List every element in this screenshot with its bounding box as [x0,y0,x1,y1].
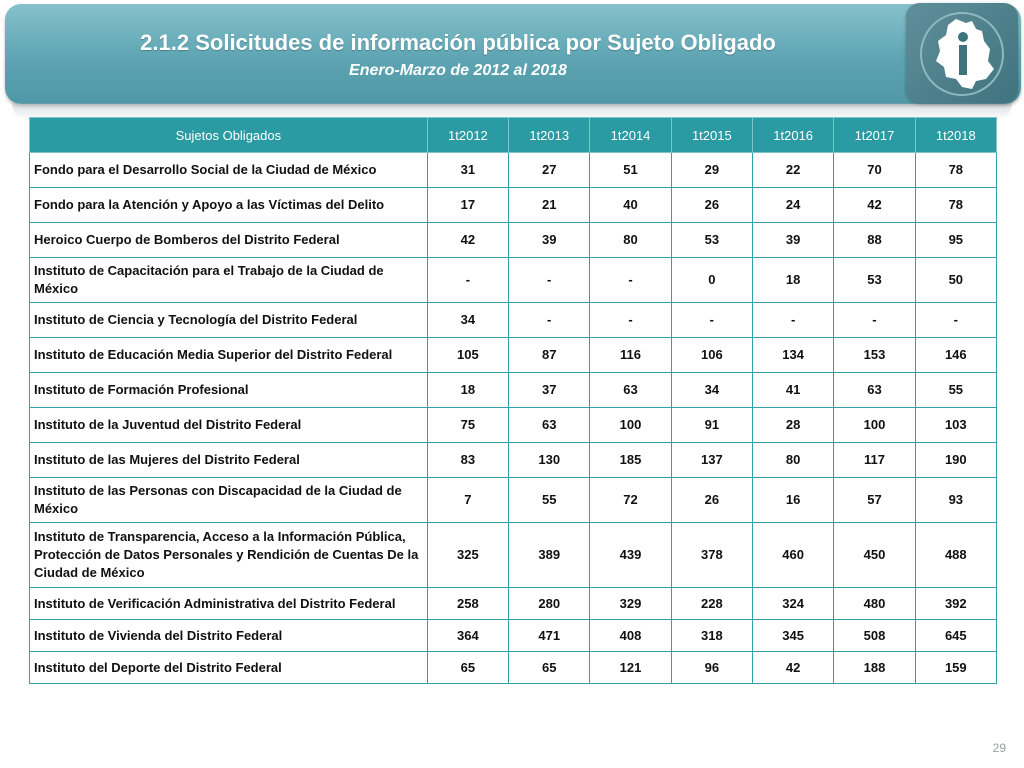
cell-value: 65 [509,652,590,684]
cell-value: 471 [509,620,590,652]
page-subtitle: Enero-Marzo de 2012 al 2018 [349,62,567,79]
cell-value: 34 [671,373,752,408]
cell-value: 65 [427,652,508,684]
column-header-1t2014: 1t2014 [590,118,671,153]
cell-value: 188 [834,652,915,684]
cell-value: 95 [915,223,996,258]
cell-value: 22 [753,153,834,188]
cell-value: 480 [834,588,915,620]
cell-value: 146 [915,338,996,373]
table-row [30,223,997,258]
cell-value: 57 [834,478,915,523]
row-name: Instituto de Capacitación para el Trabajo de la Ciudad de México [30,258,428,303]
cell-value: 117 [834,443,915,478]
cell-value: 55 [509,478,590,523]
cell-value: 80 [753,443,834,478]
table-row [30,373,997,408]
cell-value: 645 [915,620,996,652]
cell-value: 7 [427,478,508,523]
table-row [30,523,997,588]
cell-value: 42 [753,652,834,684]
cell-value: 185 [590,443,671,478]
row-name: Instituto de la Juventud del Distrito Federal [30,408,428,443]
cell-value: 21 [509,188,590,223]
cell-value: 137 [671,443,752,478]
table-row [30,338,997,373]
row-name: Instituto de Verificación Administrativa del Distrito Federal [30,588,428,620]
cell-value: 63 [590,373,671,408]
cell-value: 439 [590,523,671,588]
cell-value: - [834,303,915,338]
cell-value: 51 [590,153,671,188]
cell-value: 450 [834,523,915,588]
cell-value: 42 [834,188,915,223]
page-number: 29 [992,741,1006,755]
cell-value: - [509,303,590,338]
cell-value: 53 [834,258,915,303]
cell-value: 408 [590,620,671,652]
column-header-1t2017: 1t2017 [834,118,915,153]
cell-value: 325 [427,523,508,588]
cell-value: 53 [671,223,752,258]
cell-value: 392 [915,588,996,620]
cell-value: 100 [834,408,915,443]
cell-value: 190 [915,443,996,478]
cell-value: 116 [590,338,671,373]
column-header-1t2015: 1t2015 [671,118,752,153]
cell-value: 78 [915,188,996,223]
cell-value: 91 [671,408,752,443]
cell-value: 63 [834,373,915,408]
table-row [30,620,997,652]
table-row [30,443,997,478]
cell-value: 78 [915,153,996,188]
cell-value: 318 [671,620,752,652]
column-header-1t2013: 1t2013 [509,118,590,153]
cell-value: 378 [671,523,752,588]
cell-value: 31 [427,153,508,188]
cell-value: 324 [753,588,834,620]
column-header-1t2018: 1t2018 [915,118,996,153]
row-name: Instituto de las Mujeres del Distrito Federal [30,443,428,478]
cell-value: 42 [427,223,508,258]
cell-value: 75 [427,408,508,443]
city-map-info-icon [916,9,1008,99]
cell-value: 37 [509,373,590,408]
cell-value: 18 [427,373,508,408]
cell-value: 93 [915,478,996,523]
cell-value: 17 [427,188,508,223]
cell-value: 26 [671,188,752,223]
table-row [30,303,997,338]
cell-value: 26 [671,478,752,523]
cell-value: 55 [915,373,996,408]
cell-value: 460 [753,523,834,588]
row-name: Instituto de Ciencia y Tecnología del Distrito Federal [30,303,428,338]
row-name: Instituto de las Personas con Discapacidad de la Ciudad de México [30,478,428,523]
row-name: Fondo para la Atención y Apoyo a las Víctimas del Delito [30,188,428,223]
cell-value: - [753,303,834,338]
column-header-subjects: Sujetos Obligados [30,118,428,153]
cell-value: 87 [509,338,590,373]
cell-value: 345 [753,620,834,652]
cell-value: 70 [834,153,915,188]
cell-value: - [427,258,508,303]
table-row [30,153,997,188]
table-row [30,588,997,620]
cell-value: 0 [671,258,752,303]
cell-value: 329 [590,588,671,620]
requests-table [29,117,997,684]
row-name: Instituto de Educación Media Superior del Distrito Federal [30,338,428,373]
cell-value: 24 [753,188,834,223]
logo-badge [906,3,1018,103]
cell-value: 88 [834,223,915,258]
cell-value: - [509,258,590,303]
row-name: Instituto de Transparencia, Acceso a la Información Pública, Protección de Datos Personales y Rendición de Cuentas De la Ciudad de México [30,523,428,588]
cell-value: 83 [427,443,508,478]
column-header-1t2016: 1t2016 [753,118,834,153]
cell-value: 100 [590,408,671,443]
cell-value: 39 [753,223,834,258]
row-name: Instituto de Vivienda del Distrito Federal [30,620,428,652]
cell-value: 28 [753,408,834,443]
cell-value: 488 [915,523,996,588]
cell-value: 41 [753,373,834,408]
cell-value: 39 [509,223,590,258]
cell-value: 153 [834,338,915,373]
cell-value: 96 [671,652,752,684]
cell-value: 63 [509,408,590,443]
cell-value: 72 [590,478,671,523]
cell-value: 50 [915,258,996,303]
cell-value: - [590,303,671,338]
cell-value: 159 [915,652,996,684]
table-header-row [30,118,997,153]
table-row [30,652,997,684]
cell-value: 80 [590,223,671,258]
row-name: Heroico Cuerpo de Bomberos del Distrito Federal [30,223,428,258]
table-row [30,408,997,443]
cell-value: 34 [427,303,508,338]
cell-value: 16 [753,478,834,523]
cell-value: 364 [427,620,508,652]
page-title: 2.1.2 Solicitudes de información pública por Sujeto Obligado [140,30,776,55]
cell-value: 389 [509,523,590,588]
cell-value: 27 [509,153,590,188]
row-name: Instituto del Deporte del Distrito Federal [30,652,428,684]
cell-value: 29 [671,153,752,188]
row-name: Instituto de Formación Profesional [30,373,428,408]
cell-value: 258 [427,588,508,620]
cell-value: 40 [590,188,671,223]
cell-value: 134 [753,338,834,373]
cell-value: 228 [671,588,752,620]
cell-value: 103 [915,408,996,443]
cell-value: 106 [671,338,752,373]
cell-value: - [590,258,671,303]
table-row [30,188,997,223]
column-header-1t2012: 1t2012 [427,118,508,153]
table-row [30,258,997,303]
cell-value: 508 [834,620,915,652]
cell-value: 121 [590,652,671,684]
cell-value: 130 [509,443,590,478]
cell-value: 280 [509,588,590,620]
table-row [30,478,997,523]
cell-value: 105 [427,338,508,373]
cell-value: - [671,303,752,338]
cell-value: 18 [753,258,834,303]
cell-value: - [915,303,996,338]
row-name: Fondo para el Desarrollo Social de la Ciudad de México [30,153,428,188]
